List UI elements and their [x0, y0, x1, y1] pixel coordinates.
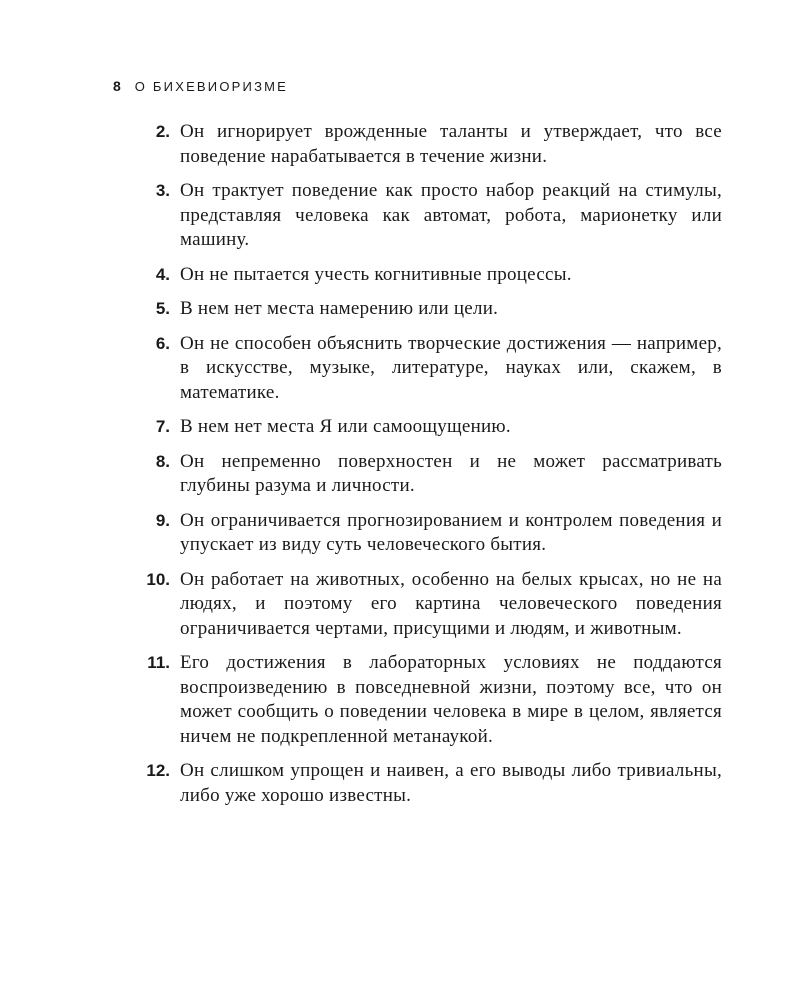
item-number: 3.	[155, 181, 170, 200]
item-text: В нем нет места намерению или цели.	[180, 298, 499, 319]
item-number: 2.	[155, 122, 170, 141]
list-item	[130, 263, 722, 288]
item-number: 10.	[146, 569, 170, 589]
list-item	[130, 179, 722, 253]
item-text: Он слишком упрощен и наивен, а его выводы либо тривиальны, либо уже хорошо известны.	[180, 760, 722, 806]
list-item	[130, 297, 722, 322]
item-number: 11.	[147, 653, 170, 672]
item-text: Он работает на животных, особенно на белых крысах, но не на людях, и поэтому его картина человеческого поведения ограничивается чертами, присущими и людям, и животным.	[180, 568, 722, 639]
item-text: Он игнорирует врожденные таланты и утверждает, что все поведение нарабатывается в течение жизни.	[180, 121, 722, 167]
list-item	[130, 450, 722, 499]
list-item	[130, 120, 722, 169]
item-number: 4.	[155, 264, 170, 284]
item-text: В нем нет места Я или самоощущению.	[180, 416, 511, 437]
list-item	[130, 651, 722, 749]
item-number: 12.	[146, 761, 170, 780]
running-head	[113, 78, 288, 94]
item-text: Он не пытается учесть когнитивные процессы.	[180, 263, 572, 285]
item-number: 6.	[155, 333, 170, 353]
item-text: Он не способен объяснить творческие достижения — например, в искусстве, музыке, литературе, науках или, скажем, в математике.	[180, 332, 722, 403]
item-number: 9.	[155, 510, 170, 530]
page-number: 8	[113, 78, 121, 94]
list-item	[130, 415, 722, 440]
item-number: 5.	[155, 299, 170, 318]
item-text: Он ограничивается прогнозированием и контролем поведения и упускает из виду суть человеческого бытия.	[180, 509, 722, 555]
list-item	[130, 509, 722, 558]
criticism-list	[130, 120, 722, 808]
item-text: Он непременно поверхностен и не может рассматривать глубины разума и личности.	[180, 450, 722, 496]
chapter-title: О БИХЕВИОРИЗМЕ	[134, 79, 289, 94]
list-item	[130, 568, 722, 642]
list-item	[130, 759, 722, 808]
item-number: 7.	[155, 417, 170, 436]
item-text: Его достижения в лабораторных условиях не поддаются воспроизведению в повседневной жизни, поэтому все, что он может сообщить о поведении человека в мире в целом, является ничем не подкрепленной метанаукой.	[180, 652, 722, 747]
list-item	[130, 332, 722, 406]
item-text: Он трактует поведение как просто набор реакций на стимулы, представляя человека как автомат, робота, марионетку или машину.	[180, 180, 722, 250]
item-number: 8.	[155, 451, 170, 471]
